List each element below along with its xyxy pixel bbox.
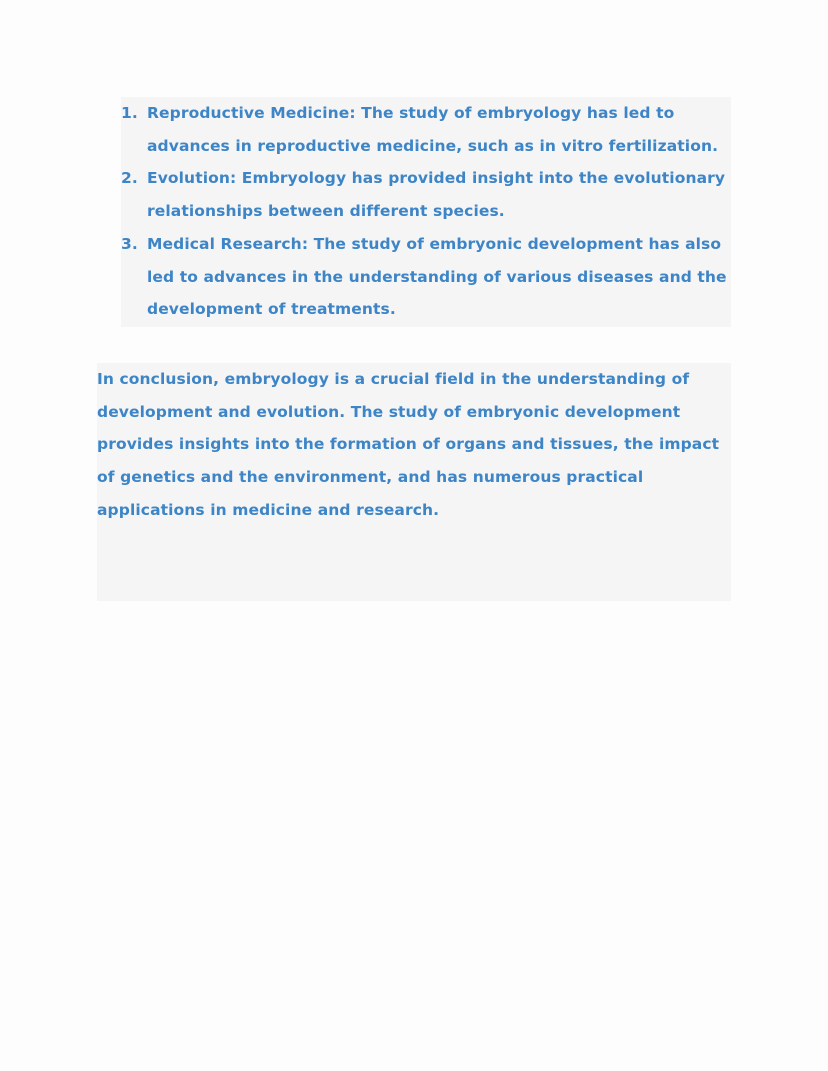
list-item bbox=[121, 162, 731, 227]
conclusion-paragraph: In conclusion, embryology is a crucial field in the understanding of development and evolution. The study of embryonic development provides insights into the formation of organs and tissues, the impact of genetics and the environment, and has numerous practical applications in medicine and research. bbox=[97, 370, 720, 519]
numbered-list bbox=[121, 97, 731, 326]
list-item bbox=[121, 228, 731, 326]
list-item bbox=[121, 97, 731, 162]
list-item-text: Reproductive Medicine: The study of embryology has led to advances in reproductive medicine, such as in vitro fertilization. bbox=[147, 104, 719, 155]
conclusion-block bbox=[97, 363, 731, 601]
list-number: 3. bbox=[121, 234, 138, 253]
list-number: 1. bbox=[121, 104, 138, 122]
list-item-text: Evolution: Embryology has provided insight into the evolutionary relationships between different species. bbox=[147, 169, 726, 221]
list-number: 2. bbox=[121, 169, 138, 188]
list-item-text: Medical Research: The study of embryonic development has also led to advances in the understanding of various diseases and the development of treatments. bbox=[147, 234, 727, 319]
applications-list-block bbox=[121, 97, 731, 327]
